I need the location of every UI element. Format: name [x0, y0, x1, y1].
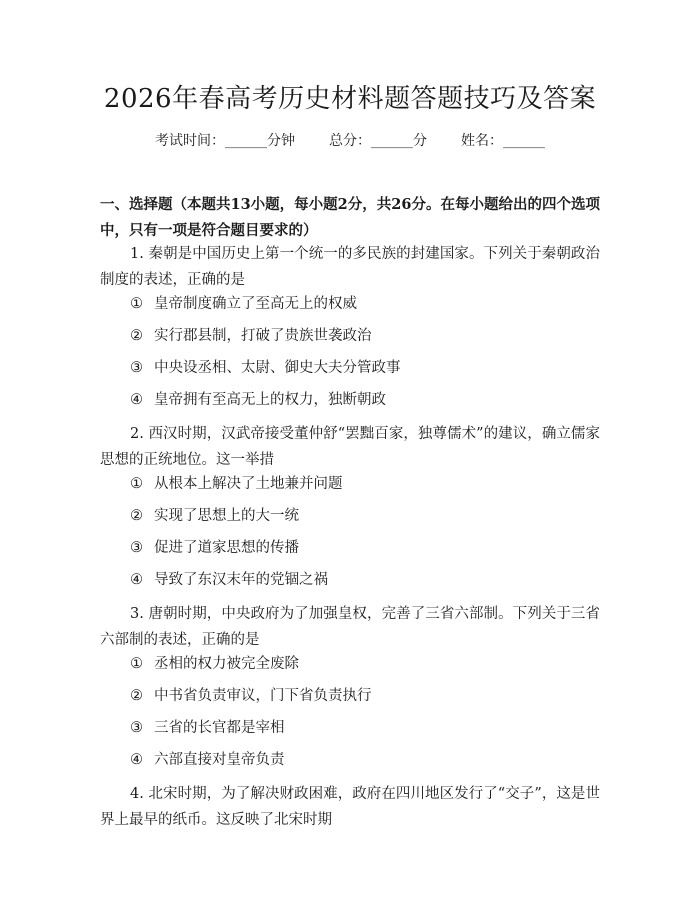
option-text: 中央设丞相、太尉、御史大夫分管政事 — [154, 360, 401, 376]
option-number: ② — [130, 508, 143, 524]
option-text: 中书省负责审议，门下省负责执行 — [154, 688, 372, 704]
question-stem: 4. 北宋时期，为了解决财政困难，政府在四川地区发行了“交子”，这是世界上最早的纸币。这反映了北宋时期 — [100, 786, 600, 828]
option — [130, 473, 600, 495]
option-number: ② — [130, 328, 143, 344]
option — [130, 685, 600, 707]
option-number: ② — [130, 688, 143, 704]
option-number: ③ — [130, 540, 143, 556]
option-text: 从根本上解决了土地兼并问题 — [154, 476, 343, 492]
option-number: ④ — [130, 392, 143, 408]
question-stem: 3. 唐朝时期，中央政府为了加强皇权，完善了三省六部制。下列关于三省六部制的表述，正确的是 — [100, 606, 600, 648]
option-number: ③ — [130, 720, 143, 736]
option-number: ① — [130, 476, 143, 492]
option-text: 三省的长官都是宰相 — [154, 720, 285, 736]
option — [130, 389, 600, 411]
option-number: ④ — [130, 752, 143, 768]
option — [130, 749, 600, 771]
option-text: 实现了思想上的大一统 — [154, 508, 299, 524]
option-text: 六部直接对皇帝负责 — [154, 752, 285, 768]
option — [130, 357, 600, 379]
question-stem: 2. 西汉时期，汉武帝接受董仲舒“罢黜百家，独尊儒术”的建议，确立儒家思想的正统地位。这一举措 — [100, 426, 600, 468]
option — [130, 537, 600, 559]
option-number: ③ — [130, 360, 143, 376]
option-number: ① — [130, 656, 143, 672]
student-name: 姓名：______ — [461, 133, 545, 149]
option-text: 丞相的权力被完全废除 — [154, 656, 299, 672]
exam-time: 考试时间：______分钟 — [155, 133, 295, 149]
option-number: ④ — [130, 572, 143, 588]
option — [130, 505, 600, 527]
exam-meta — [0, 131, 700, 151]
option-text: 皇帝制度确立了至高无上的权威 — [154, 296, 357, 312]
option-text: 促进了道家思想的传播 — [154, 540, 299, 556]
question-stem: 1. 秦朝是中国历史上第一个统一的多民族的封建国家。下列关于秦朝政治制度的表述，正确的是 — [100, 246, 600, 288]
option — [130, 325, 600, 347]
option — [130, 569, 600, 591]
document-title: 2026年春高考历史材料题答题技巧及答案 — [103, 84, 597, 114]
option-text: 导致了东汉末年的党锢之祸 — [154, 572, 328, 588]
option — [130, 653, 600, 675]
option-number: ① — [130, 296, 143, 312]
option-text: 实行郡县制，打破了贵族世袭政治 — [154, 328, 372, 344]
total-score: 总分：______分 — [329, 133, 427, 149]
option — [130, 717, 600, 739]
section-heading: 一、选择题（本题共13小题，每小题2分，共26分。在每小题给出的四个选项中，只有一项是符合题目要求的） — [100, 196, 600, 239]
option-text: 皇帝拥有至高无上的权力，独断朝政 — [154, 392, 386, 408]
option — [130, 293, 600, 315]
